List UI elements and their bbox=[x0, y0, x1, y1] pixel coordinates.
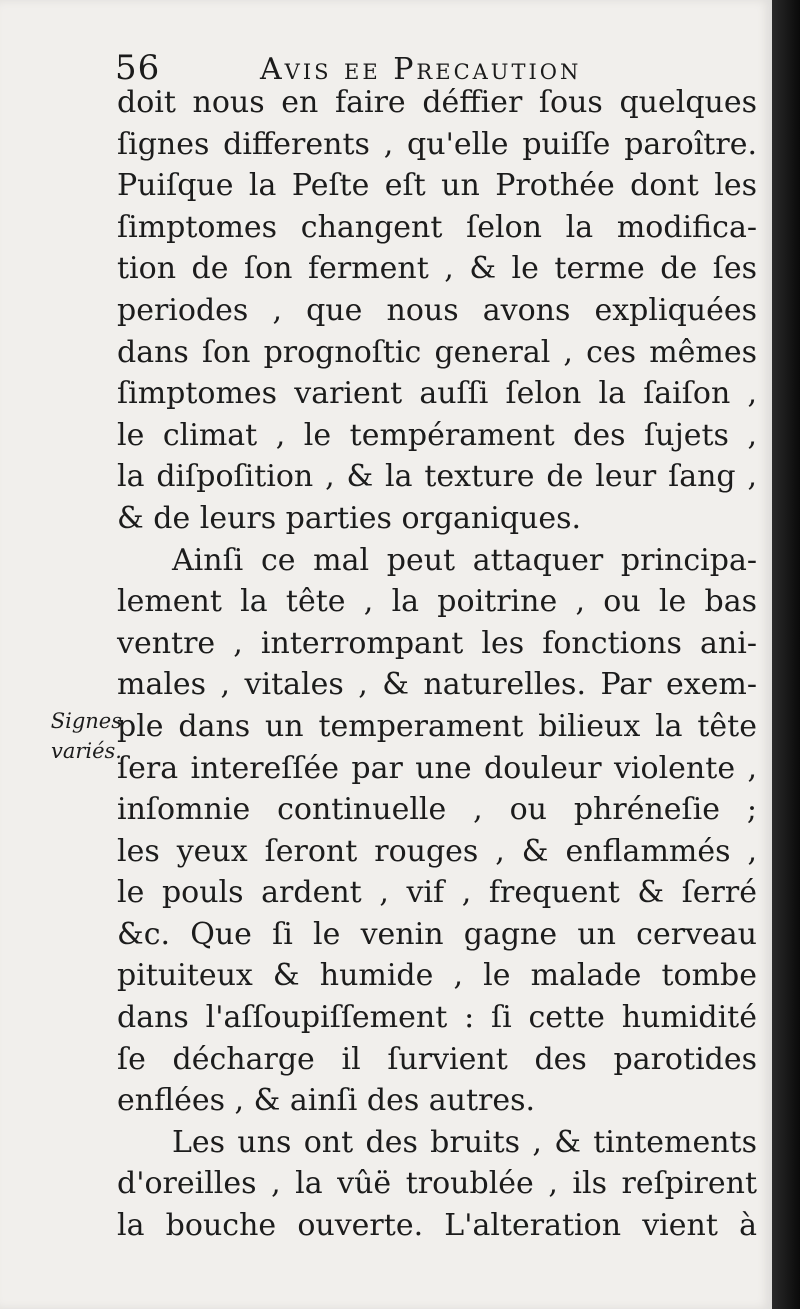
text-line: inſomnie continuelle , ou phréneſie ; bbox=[117, 792, 757, 828]
text-line: ple dans un temperament bilieux la tête bbox=[117, 708, 757, 744]
margin-note-line: Signes bbox=[50, 709, 122, 733]
text-line: dans ſon prognoſtic general , ces mêmes bbox=[117, 334, 757, 370]
text-line: Puiſque la Peſte eſt un Prothée dont les bbox=[117, 168, 757, 204]
text-line: ventre , interrompant les fonctions ani- bbox=[117, 625, 757, 661]
margin-note-line: variés. bbox=[50, 739, 122, 763]
text-line: ſe décharge il ſurvient des parotides bbox=[117, 1041, 757, 1077]
text-line: doit nous en faire déffier ſous quelques bbox=[117, 85, 757, 120]
text-line: ſimptomes varient auſſi ſelon la ſaiſon , bbox=[117, 376, 757, 412]
text-line: &c. Que ſi le venin gagne un cerveau bbox=[117, 916, 757, 952]
text-line: ſimptomes changent ſelon la modifica- bbox=[117, 209, 757, 245]
text-line: pituiteux & humide , le malade tombe bbox=[117, 958, 757, 994]
text-line: la bouche ouverte. L'alteration vient à bbox=[117, 1208, 757, 1244]
text-line: ſignes differents , qu'elle puiſſe paroître. bbox=[117, 126, 757, 162]
page-number: 56 bbox=[115, 48, 161, 88]
text-line: ſera intereſſée par une douleur violente , bbox=[117, 750, 757, 786]
text-line: Les uns ont des bruits , & tintements bbox=[172, 1124, 757, 1160]
running-title: Avis ee Precaution bbox=[260, 52, 582, 87]
margin-note bbox=[30, 706, 122, 766]
text-line: le pouls ardent , vif , frequent & ſerré bbox=[117, 875, 757, 911]
text-line: dans l'aſſoupiſſement : ſi cette humidité bbox=[117, 1000, 757, 1036]
text-line: enflées , & ainſi des autres. bbox=[117, 1083, 536, 1119]
body-text bbox=[117, 82, 757, 1247]
text-line: & de leurs parties organiques. bbox=[117, 500, 582, 536]
text-line: la diſpoſition , & la texture de leur ſang , bbox=[117, 459, 757, 495]
text-line: lement la tête , la poitrine , ou le bas bbox=[117, 584, 757, 620]
text-line: le climat , le tempérament des ſujets , bbox=[117, 417, 757, 453]
text-line: periodes , que nous avons expliquées bbox=[117, 292, 757, 328]
text-line: d'oreilles , la vûë troublée , ils reſpirent bbox=[117, 1166, 757, 1202]
text-line: les yeux ſeront rouges , & enflammés , bbox=[117, 833, 757, 869]
text-line: Ainſi ce mal peut attaquer principa- bbox=[172, 542, 757, 578]
page-edge-shadow bbox=[772, 0, 800, 1309]
text-line: tion de ſon ferment , & le terme de ſes bbox=[117, 251, 757, 287]
text-line: males , vitales , & naturelles. Par exem- bbox=[117, 667, 757, 703]
